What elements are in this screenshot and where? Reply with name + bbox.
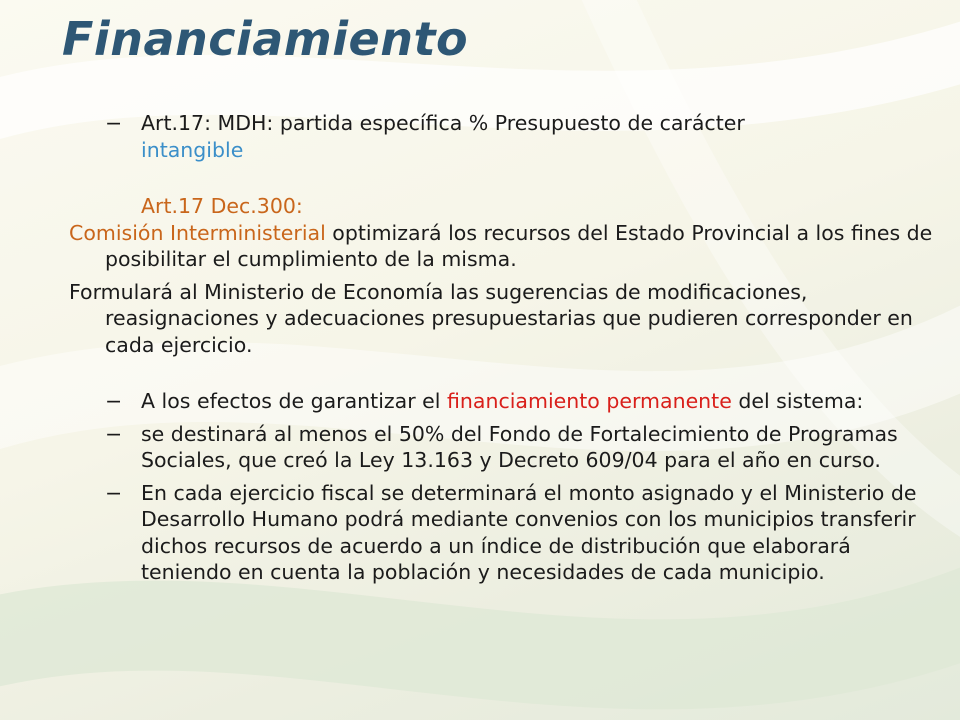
formulara-text: Formulará al Ministerio de Economía las sugerencias de modificaciones, reasignaciones y adecuaciones presupuestarias que pudieren corresponder en cada ejercicio.	[69, 279, 913, 357]
efectos-text-end: del sistema:	[731, 389, 864, 413]
bullet-dash: −	[105, 111, 123, 135]
art17-text: Art.17: MDH: partida específica % Presupuesto de carácter	[141, 111, 745, 135]
bullet-destinara	[105, 421, 945, 474]
slide-body	[69, 110, 945, 586]
paragraph-comision	[69, 220, 945, 273]
ejercicio-text: En cada ejercicio fiscal se determinará el monto asignado y el Ministerio de Desarrollo Humano podrá mediante convenios con los municipios transferir dichos recursos de acuerdo a un índice de distribución que elaborará teniendo en cuenta la población y necesidades de cada municipio.	[141, 480, 917, 584]
dec-heading	[105, 193, 945, 220]
bullet-ejercicio	[105, 480, 945, 586]
efectos-text: A los efectos de garantizar el	[141, 389, 447, 413]
slide-title: Financiamiento	[62, 12, 469, 66]
art17-highlight: intangible	[141, 137, 244, 162]
bullet-dash: −	[105, 480, 123, 505]
efectos-highlight: financiamiento permanente	[447, 389, 732, 413]
bullet-efectos	[105, 388, 945, 415]
comision-text: optimizará los recursos del Estado Provincial a los fines de posibilitar el cumplimiento de la misma.	[105, 220, 933, 271]
comision-highlight: Comisión Interministerial	[69, 220, 326, 245]
bullet-art17	[105, 110, 945, 163]
bullet-dash: −	[105, 421, 123, 446]
dec-heading-text: Art.17 Dec.300:	[141, 194, 303, 218]
paragraph-formulara	[69, 279, 945, 359]
bullet-dash: −	[105, 389, 123, 413]
destinara-text: se destinará al menos el 50% del Fondo de Fortalecimiento de Programas Sociales, que creó la Ley 13.163 y Decreto 609/04 para el año en curso.	[141, 421, 898, 472]
